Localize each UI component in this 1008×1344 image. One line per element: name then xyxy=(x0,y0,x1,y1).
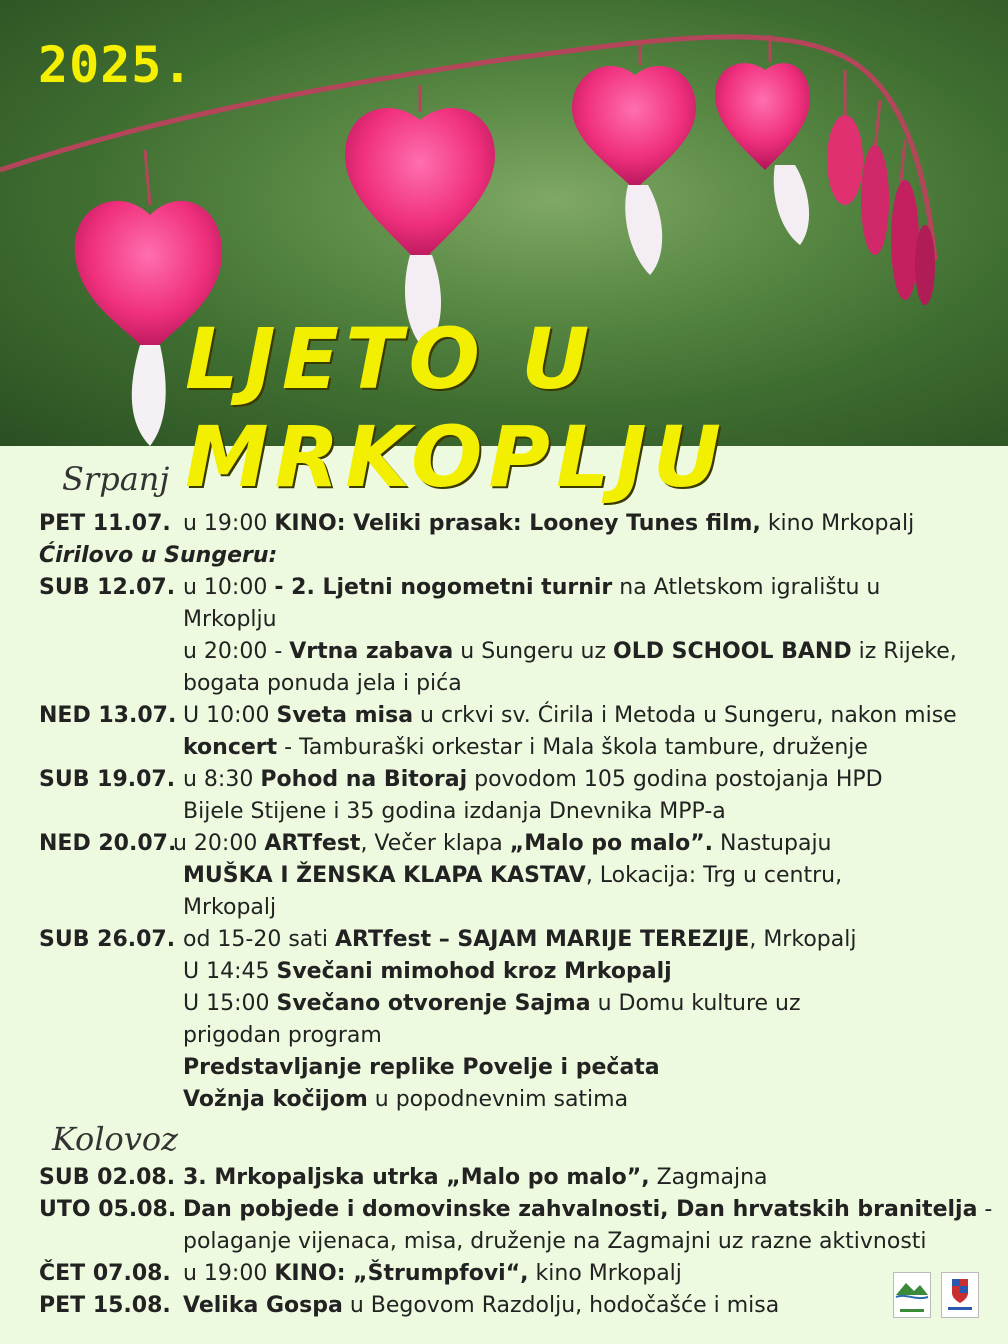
event-date: ČET 07.08. xyxy=(39,1261,171,1286)
event-date: NED 13.07. xyxy=(39,703,177,728)
event-date: SUB 26.07. xyxy=(39,927,176,952)
event-date: UTO 05.08. xyxy=(39,1197,177,1222)
event-date: PET 15.08. xyxy=(39,1293,171,1318)
event-date: PET 11.07. xyxy=(39,511,171,536)
section-subheading: Ćirilovo u Sungeru: xyxy=(39,543,278,568)
municipality-crest-icon xyxy=(941,1272,979,1318)
bleeding-heart-flower-icon xyxy=(715,63,810,245)
month-heading-august: Kolovoz xyxy=(52,1120,179,1158)
event-date: NED 20.07. xyxy=(39,831,177,856)
year-label: 2025. xyxy=(38,36,194,94)
event-date: SUB 19.07. xyxy=(39,767,176,792)
month-heading-july: Srpanj xyxy=(62,460,170,498)
bleeding-heart-flower-icon xyxy=(572,66,696,275)
tourist-board-logo-icon xyxy=(893,1272,931,1318)
event-date: SUB 02.08. xyxy=(39,1165,176,1190)
page-title: LJETO U MRKOPLJU xyxy=(185,310,727,506)
event-line: u 19:00 KINO: Veliki prasak: Looney Tunes film, kino Mrkopalj xyxy=(183,511,915,536)
event-date: SUB 12.07. xyxy=(39,575,176,600)
event-schedule: Srpanj PET 11.07. u 19:00 KINO: Veliki prasak: Looney Tunes film, kino Mrkopalj Ćirilovo u Sungeru: SUB 12.07. u 10:00 - 2. Ljetni nogometni turnir na Atletskom igralištu u Mrkoplju u 20:00 - Vrtna zabava u Sungeru uz OLD SCHOOL BAND iz Rijeke, bogata ponuda jela i pića NED 13.07. U 10:00 Sveta misa u crkvi sv. Ćirila i Metoda u Sungeru, nakon mise koncert - Tamburaški orkestar i Mala škola tambure, druženje SUB 19.07. u 8:30 Pohod na Bitoraj povodom 105 godina postojanja HPD Bijele Stijene i 35 godina izdanja Dnevnika MPP-a NED 20.07. u 20:00 ARTfest, Večer klapa „Malo po malo”. Nastupaju MUŠKA I ŽENSKA KLAPA KASTAV, Lokacija: Trg u centru, Mrkopalj SUB 26.07. od 15-20 sati ARTfest – SAJAM MARIJE TEREZIJE, Mrkopalj U 14:45 Svečani mimohod kroz Mrkopalj U 15:00 Svečano otvorenje Sajma u Domu kulture uz prigodan program Predstavljanje replike Povelje i pečata Vožnja kočijom u popodnevnim satima Kolovoz SUB 02.08. 3. Mrkopaljska utrka „Malo po malo”, Zagmajna UTO 05.08. Dan pobjede i domovinske zahvalnosti, Dan hrvatskih branitelja - polaganje vijenaca, misa, druženje na Zagmajni uz razne aktivnosti ČET 07.08. u 19:00 KINO: „Štrumpfovi“, kino Mrkopalj PET 15.08. Velika Gospa u Begovom Razdolju, hodočašće i misa xyxy=(0,446,1008,1344)
